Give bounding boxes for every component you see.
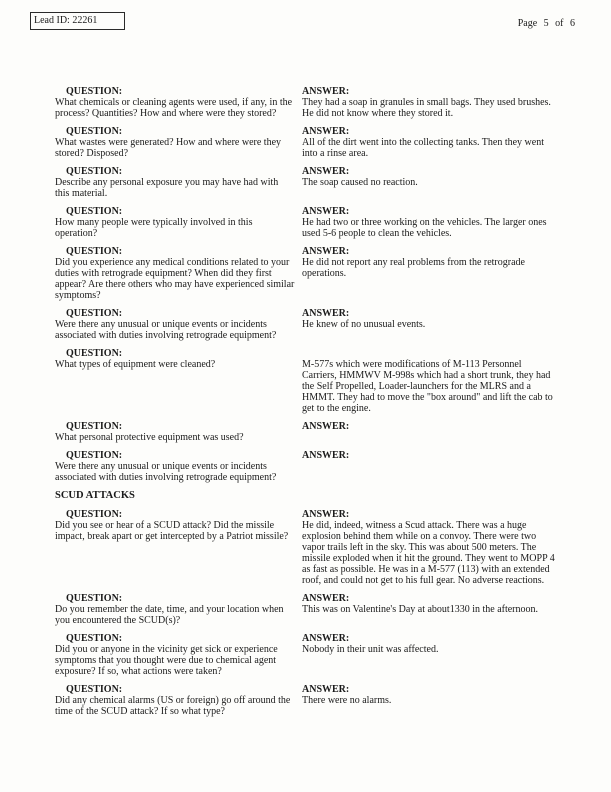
answer-label: ANSWER: <box>302 421 350 432</box>
question-label: QUESTION: <box>66 308 123 319</box>
answer-cell <box>302 633 555 655</box>
question-cell <box>55 126 295 159</box>
qa-row <box>55 509 555 586</box>
qa-row <box>55 421 555 443</box>
question-label: QUESTION: <box>66 348 123 359</box>
question-text: Did you see or hear of a SCUD attack? Did the missile impact, break apart or get intercepted by a Patriot missile? <box>55 520 289 542</box>
qa-row <box>55 450 555 483</box>
answer-text: He had two or three working on the vehicles. The larger ones used 5-6 people to clean the vehicles. <box>302 217 547 239</box>
answer-cell <box>302 86 555 119</box>
answer-cell <box>302 308 555 330</box>
answer-label: ANSWER: <box>302 166 350 177</box>
answer-cell <box>302 348 555 414</box>
question-text: Did any chemical alarms (US or foreign) go off around the time of the SCUD attack? If so what type? <box>55 695 291 717</box>
question-label: QUESTION: <box>66 593 123 604</box>
answer-text: They had a soap in granules in small bags. They used brushes. He did not know where they stored it. <box>302 97 551 119</box>
answer-text: He knew of no unusual events. <box>302 319 426 330</box>
question-cell <box>55 509 295 542</box>
qa-row <box>55 166 555 199</box>
question-label: QUESTION: <box>66 684 123 695</box>
answer-text: M-577s which were modifications of M-113 Personnel Carriers, HMMWV M-998s which had a short trunk, they had the Self Propelled, Loader-launchers for the MLRS and a HMMT. They had to move the "box around" and lift the cab to get to the engine. <box>302 359 553 414</box>
question-text: Describe any personal exposure you may have had with this material. <box>55 177 279 199</box>
question-label: QUESTION: <box>66 206 123 217</box>
answer-text: There were no alarms. <box>302 695 392 706</box>
question-cell <box>55 593 295 626</box>
question-text: How many people were typically involved in this operation? <box>55 217 253 239</box>
answer-label: ANSWER: <box>302 86 350 97</box>
qa-body <box>55 86 555 724</box>
answer-text: Nobody in their unit was affected. <box>302 644 439 655</box>
answer-cell <box>302 421 555 432</box>
answer-text: All of the dirt went into the collecting tanks. Then they went into a rinse area. <box>302 137 544 159</box>
question-label: QUESTION: <box>66 450 123 461</box>
answer-text: This was on Valentine's Day at about1330 in the afternoon. <box>302 604 539 615</box>
answer-cell <box>302 684 555 706</box>
answer-cell <box>302 509 555 586</box>
answer-cell <box>302 450 555 461</box>
question-text: What types of equipment were cleaned? <box>55 359 216 370</box>
answer-label: ANSWER: <box>302 633 350 644</box>
question-text: What chemicals or cleaning agents were used, if any, in the process? Quantities? How and where were they stored? <box>55 97 293 119</box>
answer-label: ANSWER: <box>302 593 350 604</box>
answer-label: ANSWER: <box>302 126 350 137</box>
question-label: QUESTION: <box>66 166 123 177</box>
page-header <box>30 12 575 30</box>
qa-row <box>55 126 555 159</box>
answer-label: ANSWER: <box>302 450 350 461</box>
qa-row <box>55 86 555 119</box>
lead-id-text: Lead ID: 22261 <box>34 15 98 26</box>
question-cell <box>55 633 295 677</box>
answer-cell <box>302 166 555 188</box>
lead-id-box <box>30 12 125 30</box>
answer-label: ANSWER: <box>302 206 350 217</box>
question-text: What personal protective equipment was used? <box>55 432 244 443</box>
question-label: QUESTION: <box>66 421 123 432</box>
question-cell <box>55 684 295 717</box>
section-heading-scud-attacks: SCUD ATTACKS <box>55 490 135 501</box>
question-cell <box>55 348 295 370</box>
page-number: Page 5 of 6 <box>517 18 575 29</box>
question-label: QUESTION: <box>66 633 123 644</box>
qa-row <box>55 593 555 626</box>
qa-row <box>55 633 555 677</box>
answer-text: He did not report any real problems from the retrograde operations. <box>302 257 525 279</box>
question-text: Did you experience any medical conditions related to your duties with retrograde equipment? When did they first appear? Are there others who may have experienced similar symptoms? <box>55 257 295 301</box>
answer-cell <box>302 246 555 279</box>
answer-label: ANSWER: <box>302 684 350 695</box>
answer-label: ANSWER: <box>302 509 350 520</box>
answer-cell <box>302 206 555 239</box>
question-text: Did you or anyone in the vicinity get sick or experience symptoms that you thought were due to chemical agent exposure? If so, what actions were taken? <box>55 644 278 677</box>
answer-text: The soap caused no reaction. <box>302 177 418 188</box>
question-text: Do you remember the date, time, and your location when you encountered the SCUD(s)? <box>55 604 284 626</box>
question-label: QUESTION: <box>66 126 123 137</box>
qa-row <box>55 206 555 239</box>
answer-cell <box>302 593 555 615</box>
question-cell <box>55 206 295 239</box>
qa-row <box>55 308 555 341</box>
question-cell <box>55 308 295 341</box>
qa-row <box>55 684 555 717</box>
qa-row <box>55 246 555 301</box>
answer-cell <box>302 126 555 159</box>
question-cell <box>55 246 295 301</box>
qa-row <box>55 348 555 414</box>
question-label: QUESTION: <box>66 246 123 257</box>
question-text: What wastes were generated? How and where were they stored? Disposed? <box>55 137 282 159</box>
question-cell <box>55 86 295 119</box>
answer-label: ANSWER: <box>302 246 350 257</box>
question-label: QUESTION: <box>66 86 123 97</box>
question-label: QUESTION: <box>66 509 123 520</box>
answer-label <box>302 348 555 359</box>
question-cell <box>55 421 295 443</box>
answer-text: He did, indeed, witness a Scud attack. There was a huge explosion behind them while on a convoy. There were two vapor trails left in the sky. This was about 500 meters. The missile exploded when it hit the ground. They went to MOPP 4 as fast as possible. He was in a M-577 (113) with an extended roof, and could not get to his full gear. No adverse reactions. <box>302 520 555 586</box>
question-cell <box>55 450 295 483</box>
answer-label: ANSWER: <box>302 308 350 319</box>
question-cell <box>55 166 295 199</box>
question-text: Were there any unusual or unique events or incidents associated with duties involving retrograde equipment? <box>55 461 277 483</box>
question-text: Were there any unusual or unique events or incidents associated with duties involving retrograde equipment? <box>55 319 277 341</box>
